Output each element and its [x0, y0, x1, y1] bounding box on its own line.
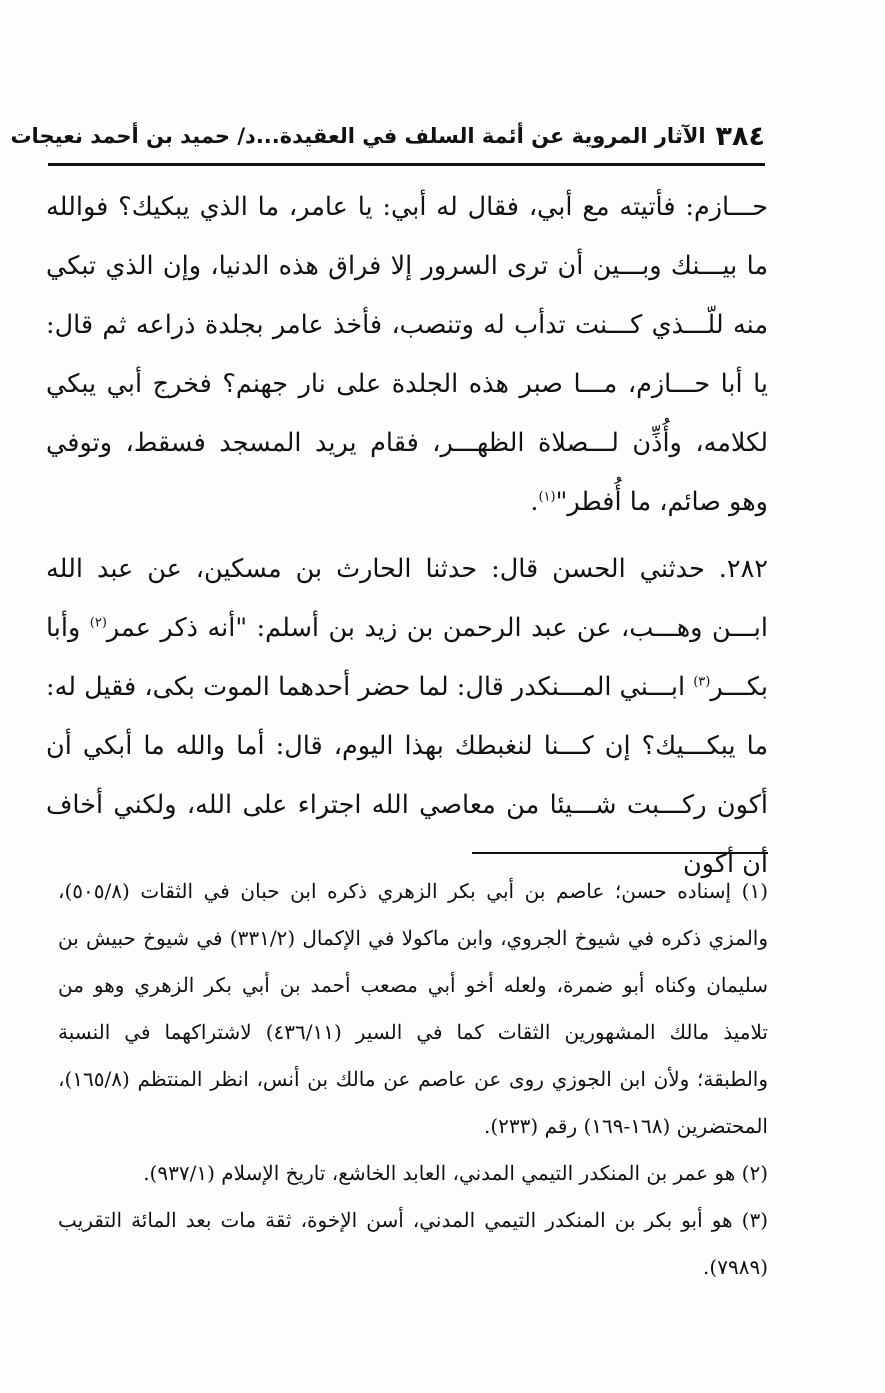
paragraph-end: .: [530, 487, 539, 517]
running-title: الآثار المروية عن أئمة السلف في العقيدة...د/ حميد بن أحمد نعيجات: [10, 124, 706, 148]
paragraph-282: [46, 540, 768, 894]
paragraph-text: ٢٨٢. حدثني الحسن قال: حدثنا الحارث بن مسكين، عن عبد الله ابـــن وهـــب، عن عبد الرحمن بن زيد بن أسلم: "أنه ذكر عمر: [46, 554, 768, 643]
footnote-ref-1[interactable]: (١): [538, 489, 556, 505]
footnote-separator: [472, 852, 768, 854]
footnote-ref-2[interactable]: (٢): [89, 615, 107, 631]
footnotes: [58, 868, 768, 1291]
main-text: [46, 178, 768, 894]
page-header: [10, 112, 765, 160]
paragraph-continuation: [46, 178, 768, 532]
footnote-1: (١) إسناده حسن؛ عاصم بن أبي بكر الزهري ذكره ابن حبان في الثقات (٥٠٥/٨)، والمزي ذكره في شيوخ الجروي، وابن ماكولا في الإكمال (٣٣١/٢) في شيوخ حبيش بن سليمان وكناه أبو ضمرة، ولعله أخو أبي مصعب أحمد بن أبي بكر الزهري وهو من تلاميذ مالك المشهورين الثقات كما في السير (٤٣٦/١١) لاشتراكهما في النسبة والطبقة؛ ولأن ابن الجوزي روى عن عاصم عن مالك بن أنس، انظر المنتظم (١٦٥/٨)، المحتضرين (١٦٨-١٦٩) رقم (٢٣٣).: [58, 879, 768, 1138]
page-number: ٣٨٤: [715, 120, 765, 152]
header-rule: [48, 163, 765, 166]
paragraph-text: ابـــني المـــنكدر قال: لما حضر أحدهما الموت بكى، فقيل له: ما يبكـــيك؟ إن كـــنا لنغبطك بهذا اليوم، قال: أما والله ما أبكي أن أكون ركـــبت شـــيئا من معاصي الله اجتراء على الله، ولكني أخاف أن أكون: [46, 672, 768, 879]
footnote-3: (٣) هو أبو بكر بن المنكدر التيمي المدني، أسن الإخوة، ثقة مات بعد المائة التقريب (٧٩٨٩).: [58, 1208, 768, 1279]
footnote-2: (٢) هو عمر بن المنكدر التيمي المدني، العابد الخاشع، تاريخ الإسلام (٩٣٧/١).: [143, 1161, 768, 1185]
paragraph-text: حـــازم: فأتيته مع أبي، فقال له أبي: يا عامر، ما الذي يبكيك؟ فوالله ما بيـــنك وبـــين أن ترى السرور إلا فراق هذه الدنيا، وإن الذي تبكي منه للّـــذي كـــنت تدأب له وتنصب، فأخذ عامر بجلدة ذراعه ثم قال: يا أبا حـــازم، مـــا صبر هذه الجلدة على نار جهنم؟ فخرج أبي يبكي لكلامه، وأُذِّن لـــصلاة الظهـــر، فقام يريد المسجد فسقط، وتوفي وهو صائم، ما أُفطر": [46, 192, 768, 517]
paragraph-text: وأبا بكـــر: [46, 613, 768, 702]
footnote-ref-3[interactable]: (٣): [693, 674, 711, 690]
